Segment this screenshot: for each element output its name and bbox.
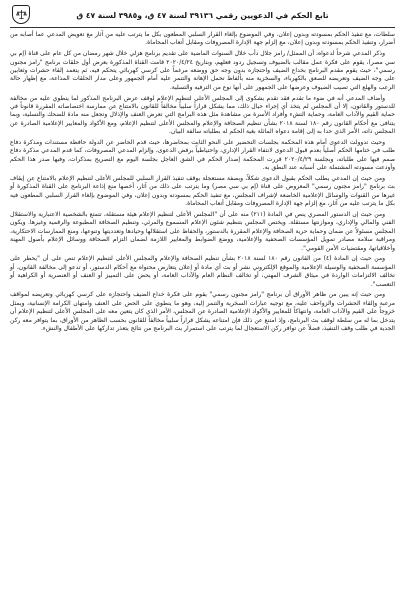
header-title: تابع الحكم في الدعويين رقمي ٣٩١٣٦ لسنة ٤٧ ق، و٣٩٨٥ لسنة ٤٧ ق [76, 10, 329, 20]
body-paragraph: وأضاف المدعي أنه في ضوء ما تقدم فقد تقدم بشكوى إلى المجلس الأعلى لتنظيم الإعلام لوقف عرض البرنامج المذكور لما ينطوي عليه من مخالفة للدستور والقانون، إلا أن المجلس لم يتخذ أي إجراء حيال ذلك، مما يشكل قراراً سلبياً مخالفاً للقانون بالامتناع عن ممارسة اختصاصاته المقررة قانوناً في حماية القيم والآداب العامة، وحماية النشء وأفراد الأسرة من مشاهدة مثل هذه البرامج التي تعرض العنف والإذلال وتجعل منه مادة للضحك والتسلية، وبما يتنافى مع أحكام القانون رقم ١٨٠ لسنة ٢٠١٨ بشأن تنظيم الصحافة والإعلام والمجلس الأعلى لتنظيم الإعلام، ومع الأكواد والمعايير الإعلامية الصادرة عن المجلس ذاته، الأمر الذي حدا به إلى إقامة دعواه الماثلة بغية الحكم له بطلباته سالفة البيان. [10, 94, 396, 136]
header-divider [10, 27, 395, 28]
body-paragraph: وذكر المدعي شرحاً لدعواه، أن الممثل/ رامز جلال دأب خلال السنوات الماضية على تقديم برنامج هزلي خلال شهر رمضان من كل عام على قناة (إم بي سي مصر)، يقوم على فكرة عمل مقالب بالضيوف وتسجيل ردود فعلهم، وبتاريخ ٢٠٢٠/٤/٢٤ قامت القناة المذكورة بعرض أول حلقات برنامج "رامز مجنون رسمي"، حيث يقوم مقدم البرنامج بخداع الضيف واحتجازه بدون وجه حق ووضعه مرغماً على كرسي كهربائي يتحكم فيه، ثم يتعمد إلقاء حشرات وثعابين على وجه الضيف وتعريضه للصعق بالكهرباء، والسخرية منه بألفاظ تحمل الإهانة والتنمر عليه أمام الجمهور وعلى مدار الحلقات المذاعة، مع إظهار حالة الرعب والهلع التي تصيب الضيوف وعرضها على الجمهور على أنها نوع من الترفيه والتسلية. [10, 50, 395, 91]
body-paragraph: ومن حيث إن الدستور المصري ينص في المادة (٢١١) منه على أن "المجلس الأعلى لتنظيم الإعلام هيئة مستقلة، تتمتع بالشخصية الاعتبارية والاستقلال الفني والمالي والإداري، وموازنتها مستقلة. ويختص المجلس بتنظيم شئون الإعلام المسموع والمرئي، وتنظيم الصحافة المطبوعة والرقمية وغيرها. ويكون المجلس مسئولاً عن ضمان وحماية حرية الصحافة والإعلام المقررة بالدستور، والحفاظ على استقلالها وحيادها وتعدديتها وتنوعها، ومنع الممارسات الاحتكارية، ومراقبة سلامة مصادر تمويل المؤسسات الصحفية والإعلامية، ووضع الضوابط والمعايير اللازمة لضمان التزام الصحافة ووسائل الإعلام بأصول المهنة وأخلاقياتها، ومقتضيات الأمن القومي". [10, 211, 395, 252]
document-body [10, 31, 395, 334]
scales-of-justice-icon [12, 5, 30, 24]
body-paragraph: سلطات، مع تنفيذ الحكم بمسودته وبدون إعلان. وفي الموضوع بإلغاء القرار السلبي المطعون بكل ما يترتب عليه من آثار مع تعويض المدعي عما أصابه من أضرار، وتنفيذ الحكم بمسودته وبدون إعلان، مع إلزام جهة الإدارة المصروفات ومقابل أتعاب المحاماة. [10, 31, 395, 47]
body-paragraph: ومن حيث إن المدعي يطلب الحكم بقبول الدعوى شكلاً، وبصفة مستعجلة بوقف تنفيذ القرار السلبي للمجلس الأعلى لتنظيم الإعلام بالامتناع عن إيقاف بث برنامج "رامز مجنون رسمي" المعروض على قناة (إم بي سي مصر) وما يترتب على ذلك من آثار، أخصها منع إذاعة البرنامج على القناة المذكورة أو غيرها من القنوات والوسائل الإعلامية الخاضعة لإشراف المجلس، مع تنفيذ الحكم بمسودته وبدون إعلان، وفي الموضوع بإلغاء القرار السلبي المطعون فيه بكل ما يترتب عليه من آثار، مع إلزام جهة الإدارة المصروفات ومقابل أتعاب المحاماة. [10, 175, 395, 208]
body-paragraph: وحيث تدوولت الدعوى أمام هذه المحكمة بجلسات التحضير على النحو الثابت بمحاضرها، حيث قدم الحاضر عن الدولة حافظة مستندات ومذكرة دفاع طلب في ختامها الحكم أصلياً بعدم قبول الدعوى لانتفاء القرار الإداري، واحتياطياً برفض الدعوى، وإلزام المدعي المصروفات، كما قدم المدعي مذكرة دفاع صمم فيها على طلباته، وبجلسة ٢٠٢٠/٤/٢٩ قررت المحكمة إصدار الحكم في الشق العاجل بجلسة اليوم مع التصريح بمذكرات، وفيها صدر هذا الحكم وأودعت مسودته المشتملة على أسبابه عند النطق به. [10, 139, 395, 172]
body-paragraph: ومن حيث إنه يبين من ظاهر الأوراق أن برنامج "رامز مجنون رسمي" يقوم على فكرة خداع الضيف واحتجازه على كرسي كهربائي وتعريضه لمواقف مرعبة وإلقاء الحشرات والزواحف عليه، مع توجيه عبارات السخرية والتنمر إليه، وهو ما ينطوي على الحض على العنف وامتهان الكرامة الإنسانية، ويمثل خروجاً على القيم والآداب العامة، وانتهاكاً للمعايير والأكواد الإعلامية الصادرة عن المجلس، الأمر الذي كان يتعين معه على المجلس الأعلى لتنظيم الإعلام أن يتدخل بما له من سلطة لوقف بث البرنامج، وإذ امتنع عن ذلك فإن امتناعه يشكل قراراً سلبياً مخالفاً للقانون بحسب الظاهر من الأوراق، بما يتوافر معه ركن الجدية في طلب وقف التنفيذ، فضلاً عن توافر ركن الاستعجال لما يترتب على استمرار بث البرنامج من نتائج يتعذر تداركها على الأطفال والنشء. [10, 291, 395, 333]
page-header [10, 4, 395, 26]
body-paragraph: ومن حيث إن المادة (٤) من القانون رقم ١٨٠ لسنة ٢٠١٨ بشأن تنظيم الصحافة والإعلام والمجلس الأعلى لتنظيم الإعلام تنص على أن "يحظر على المؤسسة الصحفية والوسيلة الإعلامية والموقع الإلكتروني نشر أو بث أي مادة أو إعلان يتعارض محتواه مع أحكام الدستور، أو تدعو إلى مخالفة القانون، أو تخالف الالتزامات الواردة في ميثاق الشرف المهني، أو تخالف النظام العام والآداب العامة، أو يحض على التمييز أو العنف أو العنصرية أو الكراهية أو التعصب". [10, 255, 395, 288]
